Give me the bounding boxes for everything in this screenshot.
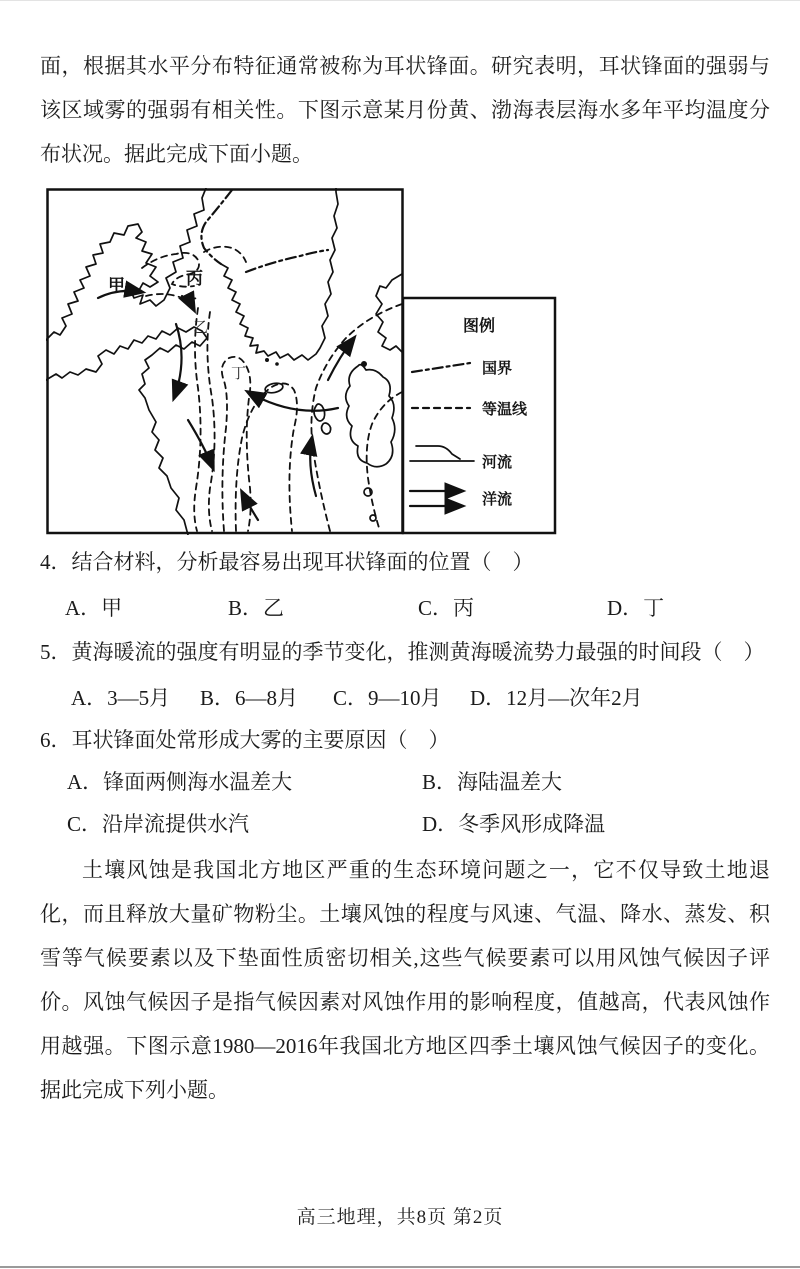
passage-1-line: 布状况。据此完成下面小题。 [40, 142, 313, 166]
scan-edge-top [0, 0, 800, 1]
isotherm-yellow-sea-west [194, 308, 200, 531]
island-dot [275, 362, 279, 366]
question-6-option-d [422, 808, 605, 840]
question-6-text: 耳状锋面处常形成大雾的主要原因（ ） [71, 728, 450, 752]
option-text: 甲 [101, 596, 123, 620]
passage-2 [40, 848, 770, 1112]
map-label-bing: 丙 [186, 269, 203, 288]
legend-boundary-symbol [412, 363, 470, 372]
passage-2-line: 价。风蚀气候因子是指气候因素对风蚀作用的影响程度，值越高，代表风蚀作 [40, 990, 770, 1014]
isotherm-east-outer [367, 392, 402, 531]
map-svg [46, 188, 558, 535]
question-5-text: 黄海暖流的强度有明显的季节变化，推测黄海暖流势力最强的时间段（ ） [71, 640, 765, 664]
question-6-options-row-2 [0, 808, 800, 842]
option-label: C． [67, 812, 103, 836]
question-6-options-row-1 [0, 766, 800, 800]
question-5-option-b [200, 682, 298, 714]
option-label: B． [200, 686, 236, 710]
current-arrow-yellow-sea-entry [242, 492, 258, 520]
option-label: B． [228, 596, 264, 620]
passage-1-line: 面，根据其水平分布特征通常被称为耳状锋面。研究表明，耳状锋面的强弱与 [40, 54, 770, 78]
option-label: A． [65, 596, 102, 620]
question-5-option-a [71, 682, 170, 714]
island-jeju [264, 382, 283, 395]
map-label-jia: 甲 [108, 276, 125, 295]
island-tsushima-south [322, 423, 331, 434]
question-4-stem [40, 546, 534, 578]
question-6-stem [40, 724, 450, 756]
legend-isotherm-label: 等温线 [482, 402, 528, 418]
option-text: 冬季风形成降温 [458, 812, 606, 836]
question-4-option-d [607, 592, 664, 624]
legend-river-symbol [410, 446, 474, 461]
passage-2-line: 据此完成下列小题。 [40, 1078, 229, 1102]
map-label-yi: 乙 [193, 320, 209, 336]
sea-temperature-map-figure [46, 188, 558, 535]
passage-2-line: 雪等气候要素以及下垫面性质密切相关,这些气候要素可以用风蚀气候因子评 [40, 946, 770, 970]
coastline-japan-kyushu [346, 365, 395, 467]
coastline-korea [221, 188, 338, 360]
page-footer: 高三地理，共8页 第2页 [296, 1207, 504, 1228]
map-label-ding: 丁 [231, 366, 247, 382]
national-boundary-yalu [201, 190, 232, 264]
coastline-shandong-jiangsu [46, 327, 207, 535]
legend-boundary-label: 国界 [482, 361, 513, 377]
option-label: D． [470, 686, 507, 710]
island-dot [265, 358, 269, 362]
question-6-option-c [67, 808, 249, 840]
option-text: 乙 [263, 596, 285, 620]
current-arrow-coastal-north [174, 324, 182, 398]
option-text: 9—10月 [368, 686, 442, 710]
question-5-option-c [333, 682, 442, 714]
scan-edge-bottom [0, 1266, 800, 1268]
question-5-stem [40, 636, 765, 668]
option-label: B． [422, 770, 458, 794]
question-6-option-a [67, 766, 292, 798]
question-4-number: 4． [40, 550, 72, 574]
option-text: 12月—次年2月 [506, 686, 643, 710]
island-dot [361, 361, 367, 367]
question-4-options [0, 592, 800, 626]
question-4-option-a [65, 592, 122, 624]
passage-2-line: 化，而且释放大量矿物粉尘。土壤风蚀的程度与风速、气温、降水、蒸发、积 [40, 902, 770, 926]
option-label: A． [71, 686, 108, 710]
option-text: 丙 [453, 596, 475, 620]
question-4-option-b [228, 592, 284, 624]
passage-1 [40, 44, 770, 176]
passage-2-line: 用越强。下图示意1980—2016年我国北方地区四季土壤风蚀气候因子的变化。 [40, 1034, 770, 1058]
isotherm-bohai-south [146, 294, 198, 299]
question-6-option-b [422, 766, 562, 798]
isotherm-warm-tongue-outer [236, 383, 297, 531]
question-5-options [0, 682, 800, 716]
option-text: 沿岸流提供水汽 [102, 812, 250, 836]
question-6-number: 6． [40, 728, 72, 752]
legend-river-label: 河流 [482, 455, 513, 471]
option-label: C． [418, 596, 454, 620]
option-text: 6—8月 [235, 686, 299, 710]
legend-current-label: 洋流 [482, 492, 513, 508]
option-text: 锋面两侧海水温差大 [103, 770, 293, 794]
isotherm-yellow-sea-mid [207, 312, 214, 531]
option-label: A． [67, 770, 104, 794]
current-arrow-yellow-sea-warm [248, 392, 338, 411]
question-4-text: 结合材料，分析最容易出现耳状锋面的位置（ ） [71, 550, 534, 574]
island-tsushima [314, 404, 325, 421]
option-text: 海陆温差大 [457, 770, 563, 794]
option-text: 丁 [643, 596, 665, 620]
passage-1-line: 该区域雾的强弱有相关性。下图示意某月份黄、渤海表层海水多年平均温度分 [40, 98, 770, 122]
option-label: D． [422, 812, 459, 836]
option-label: C． [333, 686, 369, 710]
coastline-bohai-liaodong [46, 188, 209, 340]
option-text: 3—5月 [107, 686, 171, 710]
passage-2-line: 土壤风蚀是我国北方地区严重的生态环境问题之一，它不仅导致土地退 [82, 858, 770, 882]
question-5-option-d [470, 682, 643, 714]
question-5-number: 5． [40, 640, 72, 664]
legend-title: 图例 [462, 318, 496, 335]
national-boundary-dmz [246, 250, 328, 272]
current-arrow-coastal-south [188, 420, 213, 468]
question-4-option-c [418, 592, 474, 624]
option-label: D． [607, 596, 644, 620]
